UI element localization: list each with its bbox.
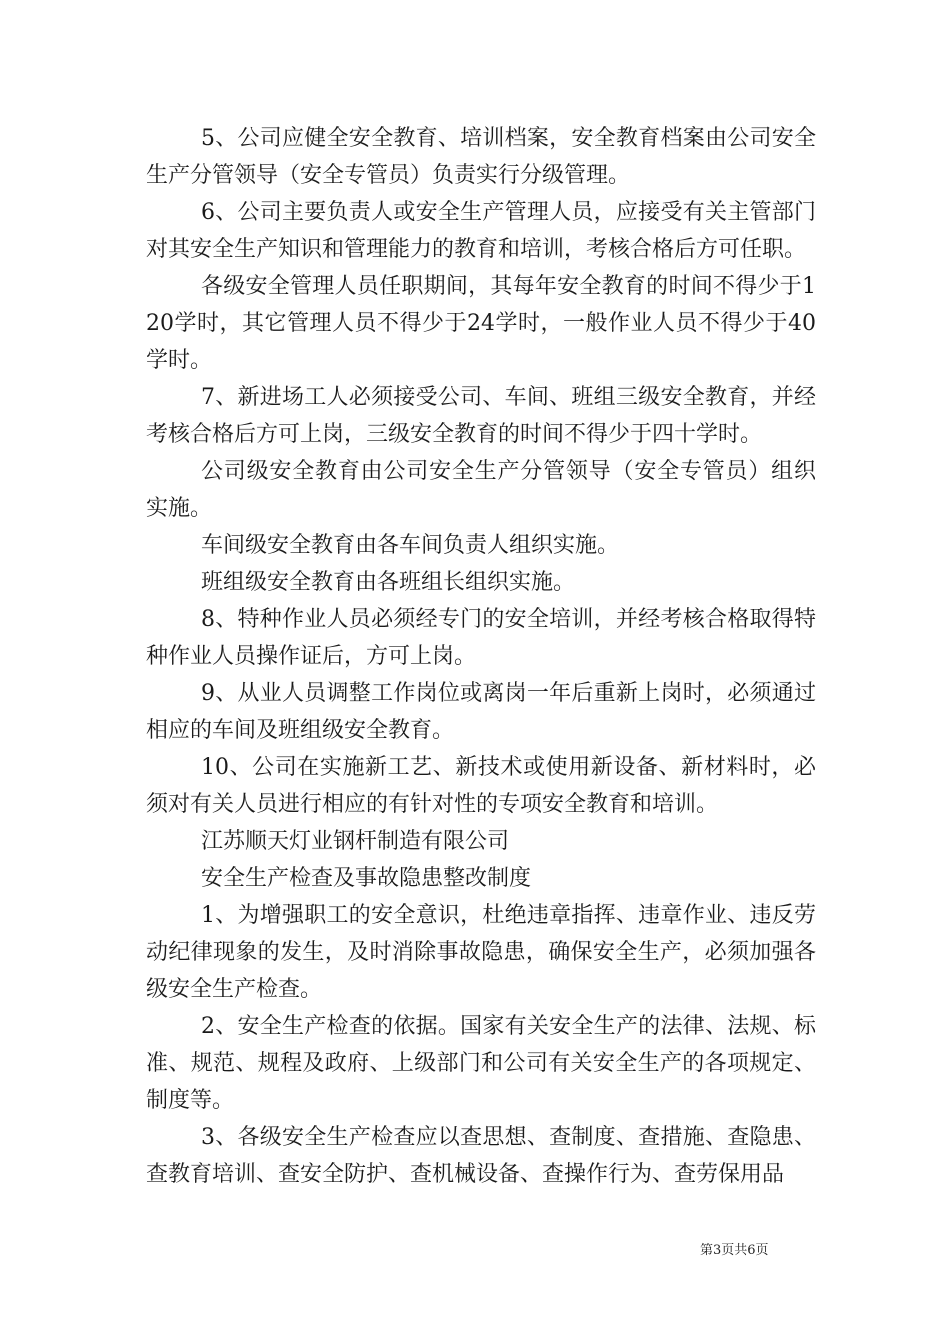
paragraph-item-6: 6、公司主要负责人或安全生产管理人员，应接受有关主管部门对其安全生产知识和管理能力的教育和培训，考核合格后方可任职。 (146, 200, 816, 262)
paragraph-check-1: 1、为增强职工的安全意识，杜绝违章指挥、违章作业、违反劳动纪律现象的发生，及时消除事故隐患，确保安全生产，必须加强各级安全生产检查。 (146, 903, 816, 1002)
paragraph-item-7: 7、新进场工人必须接受公司、车间、班组三级安全教育，并经考核合格后方可上岗，三级安全教育的时间不得少于四十学时。 (146, 385, 816, 447)
paragraph-item-9: 9、从业人员调整工作岗位或离岗一年后重新上岗时，必须通过相应的车间及班组级安全教育。 (146, 681, 816, 743)
paragraph-item-10: 10、公司在实施新工艺、新技术或使用新设备、新材料时，必须对有关人员进行相应的有针对性的专项安全教育和培训。 (146, 755, 816, 817)
paragraph-team-level: 班组级安全教育由各班组长组织实施。 (201, 570, 576, 595)
paragraph-workshop-level: 车间级安全教育由各车间负责人组织实施。 (201, 533, 620, 558)
section-title: 安全生产检查及事故隐患整改制度 (201, 866, 532, 891)
document-body (146, 120, 816, 1193)
paragraph-check-3: 3、各级安全生产检查应以查思想、查制度、查措施、查隐患、查教育培训、查安全防护、查机械设备、查操作行为、查劳保用品 (146, 1125, 816, 1187)
company-name: 江苏顺天灯业钢杆制造有限公司 (201, 829, 510, 854)
paragraph-training-hours: 各级安全管理人员任职期间，其每年安全教育的时间不得少于120学时，其它管理人员不得少于24学时，一般作业人员不得少于40学时。 (146, 274, 816, 373)
page-footer: 第3页共6页 (700, 1243, 769, 1258)
paragraph-item-8: 8、特种作业人员必须经专门的安全培训，并经考核合格取得特种作业人员操作证后，方可上岗。 (146, 607, 816, 669)
paragraph-check-2: 2、安全生产检查的依据。国家有关安全生产的法律、法规、标准、规范、规程及政府、上级部门和公司有关安全生产的各项规定、制度等。 (146, 1014, 816, 1113)
paragraph-item-5: 5、公司应健全安全教育、培训档案，安全教育档案由公司安全生产分管领导（安全专管员）负责实行分级管理。 (146, 126, 816, 188)
paragraph-company-level: 公司级安全教育由公司安全生产分管领导（安全专管员）组织实施。 (146, 459, 816, 521)
